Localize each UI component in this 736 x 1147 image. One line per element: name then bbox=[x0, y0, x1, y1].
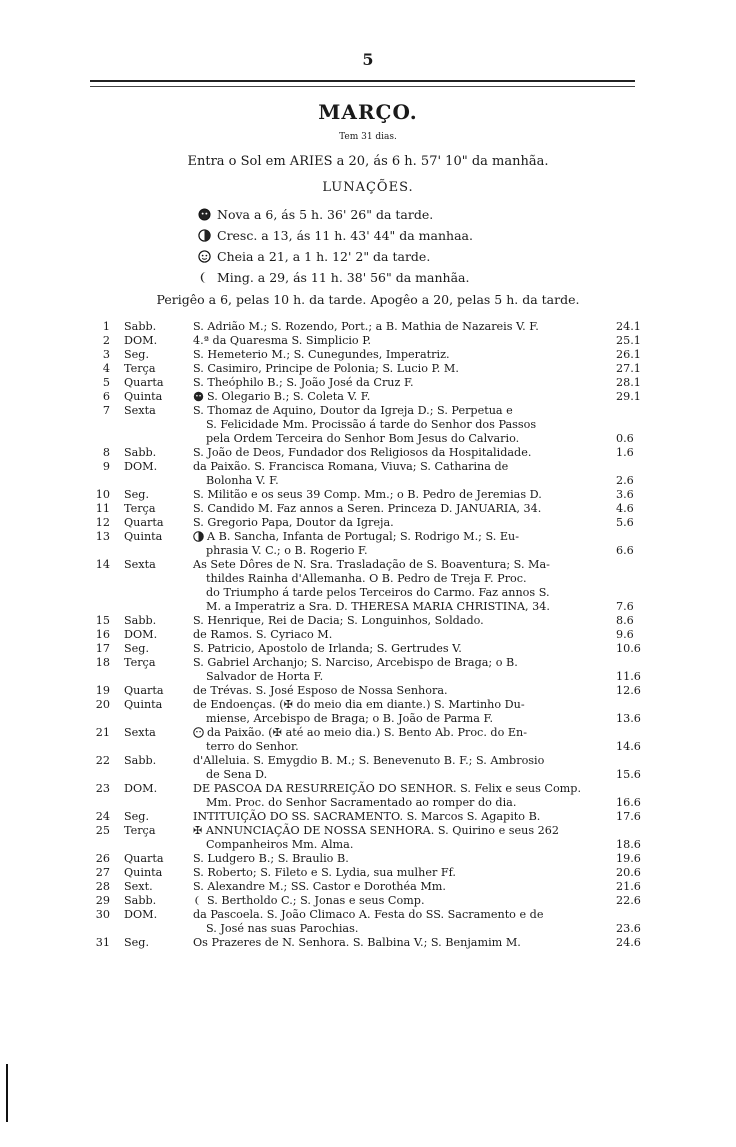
weekday: Sabb. bbox=[124, 754, 157, 767]
saints-text: Mm. Proc. do Senhor Sacramentado ao romper do dia. bbox=[206, 796, 517, 809]
phase-text: Cresc. a 13, ás 11 h. 43' 44" da manhaa. bbox=[217, 228, 473, 243]
saints-entry bbox=[193, 530, 611, 558]
perigee-apogee: Perigêo a 6, pelas 10 h. da tarde. Apogêo a 20, pelas 5 h. da tarde. bbox=[156, 292, 580, 307]
saints-text: S. Alexandre M.; SS. Castor e Dorothéa Mm. bbox=[193, 880, 446, 893]
new-moon-icon bbox=[193, 391, 204, 402]
weekday: DOM. bbox=[124, 334, 158, 347]
day-row bbox=[0, 810, 736, 824]
day-number: 22 bbox=[95, 754, 110, 767]
moon-age: 21.6 bbox=[616, 880, 641, 893]
saints-text: da Paixão. (✠ até ao meio dia.) S. Bento Ab. Proc. do En- bbox=[207, 726, 528, 739]
saints-line bbox=[193, 922, 611, 936]
saints-text: A B. Sancha, Infanta de Portugal; S. Rodrigo M.; S. Eu- bbox=[207, 530, 519, 543]
saints-text: S. Hemeterio M.; S. Cunegundes, Imperatriz. bbox=[193, 348, 450, 361]
saints-entry bbox=[193, 908, 611, 936]
moon-age: 5.6 bbox=[616, 516, 634, 529]
saints-line bbox=[193, 572, 611, 586]
saints-text: M. a Imperatriz a Sra. D. THERESA MARIA CHRISTINA, 34. bbox=[206, 600, 550, 613]
moon-phases bbox=[198, 204, 473, 288]
saints-line bbox=[193, 642, 611, 656]
day-number: 17 bbox=[95, 642, 110, 655]
moon-age: 18.6 bbox=[616, 838, 641, 851]
day-number: 16 bbox=[95, 628, 110, 641]
day-number: 30 bbox=[95, 908, 110, 921]
saints-entry bbox=[193, 852, 611, 866]
day-row bbox=[0, 348, 736, 362]
moon-age: 11.6 bbox=[616, 670, 641, 683]
page-number: 5 bbox=[362, 50, 374, 69]
saints-text: S. Patricio, Apostolo de Irlanda; S. Gertrudes V. bbox=[193, 642, 462, 655]
saints-line bbox=[193, 418, 611, 432]
day-number: 9 bbox=[102, 460, 110, 473]
weekday: Quarta bbox=[124, 376, 164, 389]
moon-age: 27.1 bbox=[616, 362, 641, 375]
days-count: Tem 31 dias. bbox=[339, 132, 397, 142]
last-quarter-icon bbox=[198, 271, 211, 284]
saints-entry bbox=[193, 460, 611, 488]
saints-entry bbox=[193, 502, 611, 516]
day-row bbox=[0, 698, 736, 726]
day-row bbox=[0, 558, 736, 614]
day-number: 13 bbox=[95, 530, 110, 543]
weekday: Quinta bbox=[124, 530, 163, 543]
weekday: Sext. bbox=[124, 880, 153, 893]
saints-text: da Paixão. S. Francisca Romana, Viuva; S. Catharina de bbox=[193, 460, 509, 473]
weekday: Sabb. bbox=[124, 894, 157, 907]
saints-text: S. Bertholdo C.; S. Jonas e seus Comp. bbox=[207, 894, 425, 907]
day-row bbox=[0, 642, 736, 656]
moon-age: 6.6 bbox=[616, 544, 634, 557]
saints-text: S. Olegario B.; S. Coleta V. F. bbox=[207, 390, 371, 403]
saints-line bbox=[193, 516, 611, 530]
saints-text: Bolonha V. F. bbox=[206, 474, 279, 487]
moon-age: 24.1 bbox=[616, 320, 641, 333]
weekday: Seg. bbox=[124, 488, 150, 501]
weekday: Terça bbox=[124, 824, 156, 837]
day-number: 24 bbox=[95, 810, 110, 823]
phase-text: Nova a 6, ás 5 h. 36' 26" da tarde. bbox=[217, 207, 434, 222]
saints-entry bbox=[193, 334, 611, 348]
day-number: 23 bbox=[95, 782, 110, 795]
saints-text: S. José nas suas Parochias. bbox=[206, 922, 359, 935]
saints-line bbox=[193, 782, 611, 796]
saints-text: As Sete Dôres de N. Sra. Trasladação de S. Boaventura; S. Ma- bbox=[193, 558, 550, 571]
saints-line bbox=[193, 810, 611, 824]
saints-entry bbox=[193, 656, 611, 684]
weekday: Seg. bbox=[124, 936, 150, 949]
saints-line bbox=[193, 586, 611, 600]
weekday: Sexta bbox=[124, 558, 156, 571]
day-row bbox=[0, 908, 736, 936]
saints-line bbox=[193, 362, 611, 376]
saints-text: DE PASCOA DA RESURREIÇÃO DO SENHOR. S. Felix e seus Comp. bbox=[193, 782, 582, 795]
saints-line bbox=[193, 894, 611, 908]
month-title: MARÇO. bbox=[318, 100, 418, 124]
day-row bbox=[0, 852, 736, 866]
saints-text: de Sena D. bbox=[206, 768, 268, 781]
full-moon-icon bbox=[198, 250, 211, 263]
saints-line bbox=[193, 698, 611, 712]
moon-age: 25.1 bbox=[616, 334, 641, 347]
day-row bbox=[0, 894, 736, 908]
day-row bbox=[0, 726, 736, 754]
saints-entry bbox=[193, 320, 611, 334]
saints-entry bbox=[193, 936, 611, 950]
day-number: 4 bbox=[102, 362, 110, 375]
saints-line bbox=[193, 320, 611, 334]
last-quarter-icon bbox=[193, 895, 204, 906]
moon-age: 1.6 bbox=[616, 446, 634, 459]
saints-line bbox=[193, 726, 611, 740]
saints-text: de Ramos. S. Cyriaco M. bbox=[193, 628, 333, 641]
saints-text: Companheiros Mm. Alma. bbox=[206, 838, 354, 851]
saints-text: S. Gregorio Papa, Doutor da Igreja. bbox=[193, 516, 394, 529]
saints-text: thildes Rainha d'Allemanha. O B. Pedro de Treja F. Proc. bbox=[206, 572, 527, 585]
moon-age: 8.6 bbox=[616, 614, 634, 627]
weekday: DOM. bbox=[124, 628, 158, 641]
moon-age: 28.1 bbox=[616, 376, 641, 389]
saints-text: da Pascoela. S. João Climaco A. Festa do SS. Sacramento e de bbox=[193, 908, 544, 921]
calendar-table bbox=[0, 320, 736, 950]
day-row bbox=[0, 446, 736, 460]
day-number: 1 bbox=[102, 320, 110, 333]
saints-entry bbox=[193, 628, 611, 642]
saints-text: Os Prazeres de N. Senhora. S. Balbina V.; S. Benjamim M. bbox=[193, 936, 521, 949]
day-row bbox=[0, 404, 736, 446]
margin-bracket bbox=[6, 1064, 14, 1122]
day-row bbox=[0, 334, 736, 348]
lunacoes-title: LUNAÇÕES. bbox=[322, 180, 414, 195]
saints-text: terro do Senhor. bbox=[206, 740, 299, 753]
first-quarter-icon bbox=[193, 531, 204, 542]
saints-line bbox=[193, 600, 611, 614]
saints-line bbox=[193, 348, 611, 362]
weekday: Quinta bbox=[124, 390, 163, 403]
saints-entry bbox=[193, 516, 611, 530]
saints-line bbox=[193, 712, 611, 726]
saints-line bbox=[193, 852, 611, 866]
day-row bbox=[0, 614, 736, 628]
saints-text: S. Thomaz de Aquino, Doutor da Igreja D.; S. Perpetua e bbox=[193, 404, 513, 417]
saints-entry bbox=[193, 614, 611, 628]
saints-line bbox=[193, 670, 611, 684]
day-number: 8 bbox=[102, 446, 110, 459]
sun-entry: Entra o Sol em ARIES a 20, ás 6 h. 57' 10" da manhãa. bbox=[187, 154, 549, 169]
weekday: Quinta bbox=[124, 866, 163, 879]
day-row bbox=[0, 488, 736, 502]
saints-entry bbox=[193, 754, 611, 782]
weekday: Sexta bbox=[124, 726, 156, 739]
day-number: 29 bbox=[95, 894, 110, 907]
saints-entry bbox=[193, 810, 611, 824]
saints-line bbox=[193, 768, 611, 782]
day-number: 11 bbox=[95, 502, 110, 515]
moon-age: 22.6 bbox=[616, 894, 641, 907]
weekday: Sabb. bbox=[124, 320, 157, 333]
moon-age: 3.6 bbox=[616, 488, 634, 501]
saints-entry bbox=[193, 390, 611, 404]
saints-text: S. João de Deos, Fundador dos Religiosos da Hospitalidade. bbox=[193, 446, 532, 459]
saints-entry bbox=[193, 348, 611, 362]
saints-text: d'Alleluia. S. Emygdio B. M.; S. Benevenuto B. F.; S. Ambrosio bbox=[193, 754, 545, 767]
saints-text: miense, Arcebispo de Braga; o B. João de Parma F. bbox=[206, 712, 494, 725]
day-number: 31 bbox=[95, 936, 110, 949]
saints-line bbox=[193, 502, 611, 516]
saints-entry bbox=[193, 782, 611, 810]
saints-line bbox=[193, 558, 611, 572]
weekday: DOM. bbox=[124, 460, 158, 473]
moon-age: 12.6 bbox=[616, 684, 641, 697]
day-row bbox=[0, 880, 736, 894]
saints-entry bbox=[193, 698, 611, 726]
moon-age: 0.6 bbox=[616, 432, 634, 445]
saints-text: S. Henrique, Rei de Dacia; S. Longuinhos, Soldado. bbox=[193, 614, 484, 627]
saints-text: pela Ordem Terceira do Senhor Bom Jesus do Calvario. bbox=[206, 432, 520, 445]
day-row bbox=[0, 502, 736, 516]
moon-age: 4.6 bbox=[616, 502, 634, 515]
saints-entry bbox=[193, 362, 611, 376]
moon-age: 20.6 bbox=[616, 866, 641, 879]
saints-text: S. Felicidade Mm. Procissão á tarde do Senhor dos Passos bbox=[206, 418, 537, 431]
weekday: DOM. bbox=[124, 782, 158, 795]
saints-line bbox=[193, 334, 611, 348]
saints-text: ✠ ANNUNCIAÇÃO DE NOSSA SENHORA. S. Quirino e seus 262 bbox=[193, 824, 559, 837]
weekday: Sabb. bbox=[124, 446, 157, 459]
saints-text: S. Adrião M.; S. Rozendo, Port.; a B. Mathia de Nazareis V. F. bbox=[193, 320, 539, 333]
saints-line bbox=[193, 866, 611, 880]
saints-text: S. Candido M. Faz annos a Seren. Princeza D. JANUARIA, 34. bbox=[193, 502, 542, 515]
saints-text: Salvador de Horta F. bbox=[206, 670, 324, 683]
day-row bbox=[0, 362, 736, 376]
day-number: 28 bbox=[95, 880, 110, 893]
saints-line bbox=[193, 824, 611, 838]
saints-entry bbox=[193, 642, 611, 656]
saints-line bbox=[193, 376, 611, 390]
moon-age: 9.6 bbox=[616, 628, 634, 641]
weekday: Terça bbox=[124, 502, 156, 515]
day-number: 5 bbox=[102, 376, 110, 389]
day-row bbox=[0, 754, 736, 782]
saints-text: S. Roberto; S. Fileto e S. Lydia, sua mulher Ff. bbox=[193, 866, 456, 879]
weekday: Sabb. bbox=[124, 614, 157, 627]
day-number: 20 bbox=[95, 698, 110, 711]
saints-text: de Endoenças. (✠ do meio dia em diante.) S. Martinho Du- bbox=[193, 698, 525, 711]
saints-text: 4.ª da Quaresma S. Simplicio P. bbox=[193, 334, 372, 347]
weekday: DOM. bbox=[124, 908, 158, 921]
saints-entry bbox=[193, 684, 611, 698]
saints-entry bbox=[193, 376, 611, 390]
saints-line bbox=[193, 754, 611, 768]
saints-entry bbox=[193, 880, 611, 894]
day-number: 6 bbox=[102, 390, 110, 403]
saints-text: S. Militão e os seus 39 Comp. Mm.; o B. Pedro de Jeremias D. bbox=[193, 488, 542, 501]
day-row bbox=[0, 936, 736, 950]
first-quarter-icon bbox=[198, 229, 211, 242]
saints-text: S. Ludgero B.; S. Braulio B. bbox=[193, 852, 349, 865]
weekday: Terça bbox=[124, 362, 156, 375]
saints-line bbox=[193, 488, 611, 502]
weekday: Quarta bbox=[124, 684, 164, 697]
saints-text: S. Theóphilo B.; S. João José da Cruz F. bbox=[193, 376, 414, 389]
day-row bbox=[0, 376, 736, 390]
phase-text: Ming. a 29, ás 11 h. 38' 56" da manhãa. bbox=[217, 270, 470, 285]
day-number: 10 bbox=[95, 488, 110, 501]
weekday: Terça bbox=[124, 656, 156, 669]
saints-line bbox=[193, 460, 611, 474]
phase-text: Cheia a 21, a 1 h. 12' 2" da tarde. bbox=[217, 249, 431, 264]
day-number: 18 bbox=[95, 656, 110, 669]
saints-entry bbox=[193, 404, 611, 446]
day-number: 27 bbox=[95, 866, 110, 879]
saints-line bbox=[193, 838, 611, 852]
saints-line bbox=[193, 684, 611, 698]
saints-text: INTITUIÇÃO DO SS. SACRAMENTO. S. Marcos S. Agapito B. bbox=[193, 810, 541, 823]
saints-line bbox=[193, 390, 611, 404]
saints-line bbox=[193, 474, 611, 488]
day-number: 2 bbox=[102, 334, 110, 347]
saints-entry bbox=[193, 824, 611, 852]
weekday: Seg. bbox=[124, 810, 150, 823]
phase-new bbox=[198, 204, 473, 225]
moon-age: 17.6 bbox=[616, 810, 641, 823]
moon-age: 15.6 bbox=[616, 768, 641, 781]
weekday: Quarta bbox=[124, 852, 164, 865]
weekday: Quarta bbox=[124, 516, 164, 529]
moon-age: 26.1 bbox=[616, 348, 641, 361]
day-row bbox=[0, 782, 736, 810]
day-row bbox=[0, 390, 736, 404]
day-row bbox=[0, 656, 736, 684]
saints-entry bbox=[193, 726, 611, 754]
moon-age: 13.6 bbox=[616, 712, 641, 725]
day-number: 12 bbox=[95, 516, 110, 529]
saints-line bbox=[193, 628, 611, 642]
saints-line bbox=[193, 740, 611, 754]
day-number: 3 bbox=[102, 348, 110, 361]
day-row bbox=[0, 684, 736, 698]
day-number: 15 bbox=[95, 614, 110, 627]
day-row bbox=[0, 628, 736, 642]
day-row bbox=[0, 530, 736, 558]
moon-age: 7.6 bbox=[616, 600, 634, 613]
moon-age: 16.6 bbox=[616, 796, 641, 809]
saints-entry bbox=[193, 866, 611, 880]
saints-line bbox=[193, 530, 611, 544]
saints-entry bbox=[193, 894, 611, 908]
moon-age: 10.6 bbox=[616, 642, 641, 655]
saints-line bbox=[193, 404, 611, 418]
weekday: Seg. bbox=[124, 348, 150, 361]
new-moon-icon bbox=[198, 208, 211, 221]
saints-line bbox=[193, 936, 611, 950]
moon-age: 29.1 bbox=[616, 390, 641, 403]
saints-line bbox=[193, 880, 611, 894]
day-number: 7 bbox=[102, 404, 110, 417]
saints-entry bbox=[193, 558, 611, 614]
weekday: Seg. bbox=[124, 642, 150, 655]
saints-line bbox=[193, 796, 611, 810]
moon-age: 23.6 bbox=[616, 922, 641, 935]
moon-age: 2.6 bbox=[616, 474, 634, 487]
day-number: 26 bbox=[95, 852, 110, 865]
header-rule-thin bbox=[90, 86, 635, 87]
moon-age: 24.6 bbox=[616, 936, 641, 949]
saints-line bbox=[193, 446, 611, 460]
saints-line bbox=[193, 432, 611, 446]
day-number: 19 bbox=[95, 684, 110, 697]
moon-age: 14.6 bbox=[616, 740, 641, 753]
day-row bbox=[0, 866, 736, 880]
saints-text: S. Gabriel Archanjo; S. Narciso, Arcebispo de Braga; o B. bbox=[193, 656, 518, 669]
saints-line bbox=[193, 656, 611, 670]
saints-text: S. Casimiro, Principe de Polonia; S. Lucio P. M. bbox=[193, 362, 459, 375]
phase-full bbox=[198, 246, 473, 267]
day-row bbox=[0, 460, 736, 488]
saints-entry bbox=[193, 488, 611, 502]
saints-entry bbox=[193, 446, 611, 460]
weekday: Sexta bbox=[124, 404, 156, 417]
saints-line bbox=[193, 544, 611, 558]
header-rule bbox=[90, 80, 635, 82]
moon-age: 19.6 bbox=[616, 852, 641, 865]
full-moon-icon bbox=[193, 727, 204, 738]
day-row bbox=[0, 824, 736, 852]
saints-text: phrasia V. C.; o B. Rogerio F. bbox=[206, 544, 368, 557]
saints-text: do Triumpho á tarde pelos Terceiros do Carmo. Faz annos S. bbox=[206, 586, 550, 599]
saints-line bbox=[193, 908, 611, 922]
weekday: Quinta bbox=[124, 698, 163, 711]
day-number: 21 bbox=[95, 726, 110, 739]
day-number: 14 bbox=[95, 558, 110, 571]
day-row bbox=[0, 516, 736, 530]
phase-crescent bbox=[198, 225, 473, 246]
saints-text: de Trévas. S. José Esposo de Nossa Senhora. bbox=[193, 684, 448, 697]
day-row bbox=[0, 320, 736, 334]
phase-waning bbox=[198, 267, 473, 288]
saints-line bbox=[193, 614, 611, 628]
day-number: 25 bbox=[95, 824, 110, 837]
